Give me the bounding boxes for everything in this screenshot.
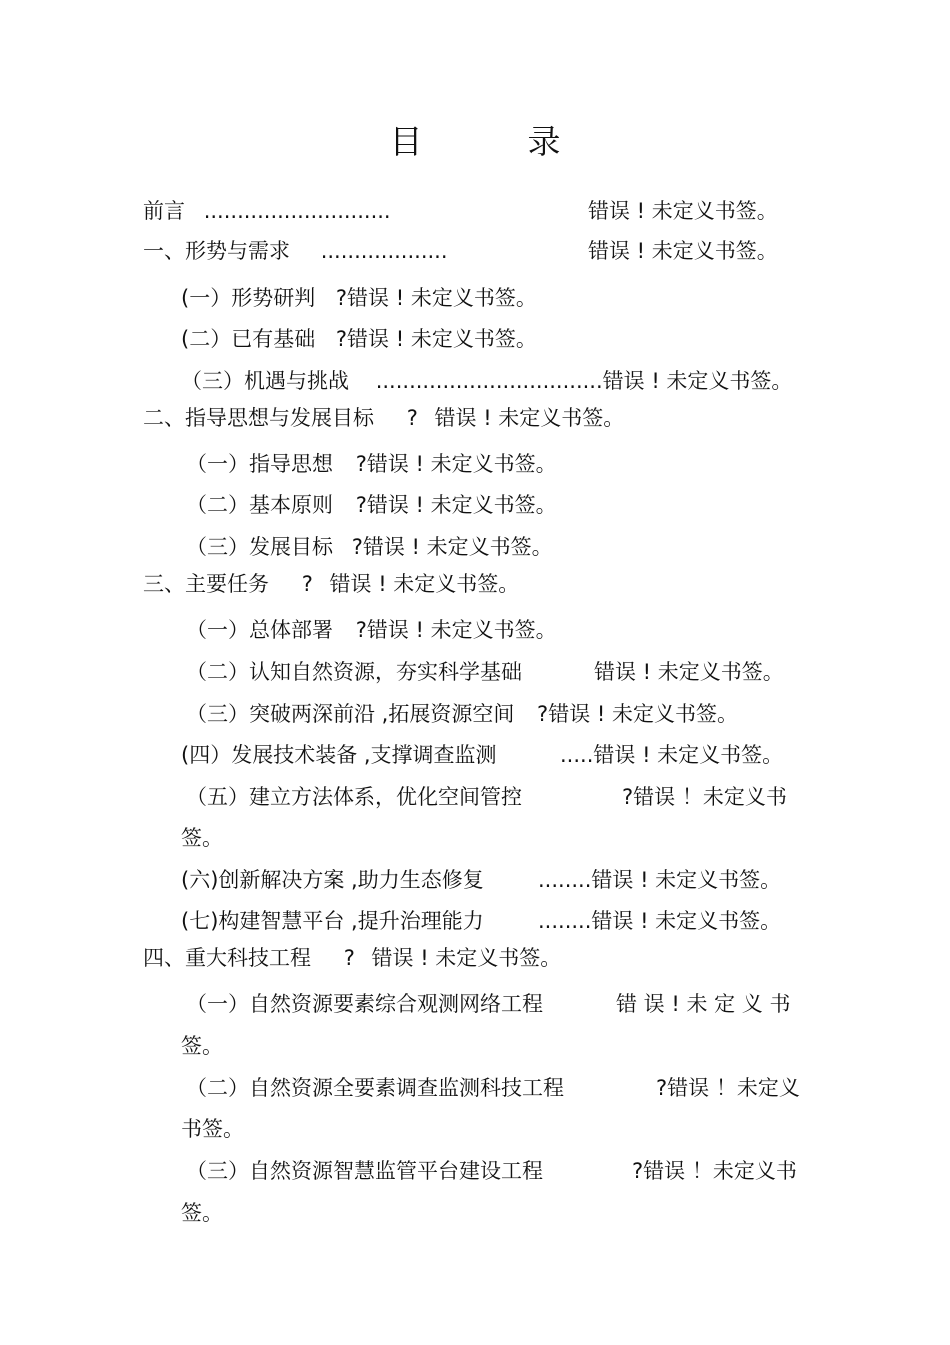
toc-entry[interactable] (143, 403, 624, 433)
toc-label: （五）建立方法体系，优化空间管控 (186, 785, 522, 809)
toc-leader: ? (622, 785, 634, 809)
toc-leader: ? (343, 946, 355, 970)
toc-ref: 错误 ! 未定义书签。 (434, 406, 625, 430)
toc-ref: 错 误 ! 未 定 义 书 (616, 992, 791, 1016)
toc-leader: ............................ (203, 199, 391, 223)
toc-ref: 错误 ! 未定义书签。 (362, 535, 553, 559)
toc-label: 四、重大科技工程 (143, 946, 311, 970)
toc-ref-continuation: 书签。 (181, 1117, 244, 1141)
toc-ref-continuation: 签。 (181, 826, 223, 850)
toc-leader: ? (301, 572, 313, 596)
toc-label: （三）机遇与挑战 (181, 369, 349, 393)
toc-label: 三、主要任务 (143, 572, 269, 596)
toc-entry[interactable] (186, 699, 738, 729)
toc-leader: ................... (320, 239, 448, 263)
toc-ref: 错误 ！未定义书 (643, 1159, 797, 1183)
toc-entry[interactable] (181, 865, 484, 895)
toc-label: (一）形势研判 (181, 286, 316, 310)
toc-entry[interactable] (181, 324, 537, 354)
toc-ref: 错误 ! 未定义书签。 (591, 868, 782, 892)
toc-entry[interactable] (181, 906, 484, 936)
toc-ref: 错误 ! 未定义书签。 (366, 618, 557, 642)
toc-entry-tail (622, 782, 787, 812)
toc-leader: ? (335, 327, 348, 351)
toc-entry[interactable] (186, 1156, 543, 1186)
toc-label: （三）自然资源智慧监管平台建设工程 (186, 1159, 543, 1183)
toc-ref: 错误 ! 未定义书签。 (347, 286, 537, 310)
toc-leader: ? (351, 535, 363, 559)
toc-label: （二）基本原则 (186, 493, 333, 517)
toc-label: 二、指导思想与发展目标 (143, 406, 374, 430)
toc-leader: ? (406, 406, 418, 430)
toc-leader: ? (632, 1159, 644, 1183)
toc-entry[interactable] (186, 449, 557, 479)
toc-label: (二）已有基础 (181, 327, 316, 351)
toc-entry[interactable] (186, 532, 553, 562)
toc-entry[interactable] (186, 989, 550, 1019)
toc-label: (七)构建智慧平台 ,提升治理能力 (181, 909, 484, 933)
toc-entry[interactable] (186, 490, 557, 520)
toc-leader: ........ (538, 909, 592, 933)
toc-ref: 错误 ! 未定义书签。 (588, 199, 778, 223)
toc-leader: ? (355, 452, 367, 476)
toc-leader: ........ (538, 868, 592, 892)
toc-ref: 错误 ! 未定义书签。 (593, 743, 784, 767)
toc-ref: 错误 ! 未定义书签。 (347, 327, 537, 351)
toc-label: (四）发展技术装备 ,支撑调查监测 (181, 743, 497, 767)
toc-entry[interactable] (181, 366, 792, 396)
toc-ref: 错误 ! 未定义书签。 (594, 660, 784, 684)
toc-entry-tail (656, 1073, 800, 1103)
toc-leader: ? (537, 702, 549, 726)
toc-entry[interactable] (143, 569, 519, 599)
toc-entry[interactable] (186, 1073, 564, 1103)
toc-entry-tail (538, 906, 781, 936)
toc-leader: ..... (560, 743, 594, 767)
toc-entry[interactable] (186, 657, 529, 687)
toc-leader: ? (335, 286, 348, 310)
toc-entry[interactable] (186, 615, 557, 645)
toc-ref: 错误 ! 未定义书签。 (371, 946, 562, 970)
toc-label: 前言 (143, 199, 185, 223)
toc-leader: ? (355, 493, 367, 517)
toc-ref: 错误 ! 未定义书签。 (366, 452, 557, 476)
toc-entry[interactable] (181, 740, 497, 770)
toc-ref: 错误 ！未定义书 (633, 785, 787, 809)
toc-ref-continuation: 签。 (181, 1034, 223, 1058)
toc-leader: ? (656, 1076, 668, 1100)
toc-label: （三）突破两深前沿 ,拓展资源空间 (186, 702, 515, 726)
toc-entry-tail (632, 1156, 797, 1186)
toc-label: （二）自然资源全要素调查监测科技工程 (186, 1076, 564, 1100)
toc-entry[interactable] (186, 782, 522, 812)
toc-label: （一）指导思想 (186, 452, 333, 476)
toc-label: （一）总体部署 (186, 618, 333, 642)
toc-ref: 错误 ! 未定义书签。 (602, 369, 793, 393)
toc-entry[interactable] (181, 283, 537, 313)
toc-ref: 错误 ！未定义 (667, 1076, 800, 1100)
toc-label: 一、形势与需求 (143, 239, 290, 263)
toc-leader: ? (355, 618, 367, 642)
toc-ref: 错误 ! 未定义书签。 (366, 493, 557, 517)
toc-ref: 错误 ! 未定义书签。 (591, 909, 782, 933)
toc-label: (六)创新解决方案 ,助力生态修复 (181, 868, 484, 892)
toc-ref-continuation: 签。 (181, 1201, 223, 1225)
toc-label: （二）认知自然资源，夯实科学基础 (186, 660, 522, 684)
toc-ref: 错误 ! 未定义书签。 (548, 702, 738, 726)
toc-entry-tail (560, 740, 783, 770)
toc-entry[interactable] (143, 943, 561, 973)
toc-label: （一）自然资源要素综合观测网络工程 (186, 992, 543, 1016)
toc-label: （三）发展目标 (186, 535, 333, 559)
toc-entry[interactable] (143, 196, 391, 226)
toc-entry[interactable] (143, 236, 448, 266)
toc-leader: .................................. (375, 369, 603, 393)
toc-ref: 错误 ! 未定义书签。 (329, 572, 520, 596)
toc-entry-tail (538, 865, 781, 895)
page-title: 目 录 (389, 122, 597, 161)
toc-ref: 错误 ! 未定义书签。 (588, 239, 778, 263)
